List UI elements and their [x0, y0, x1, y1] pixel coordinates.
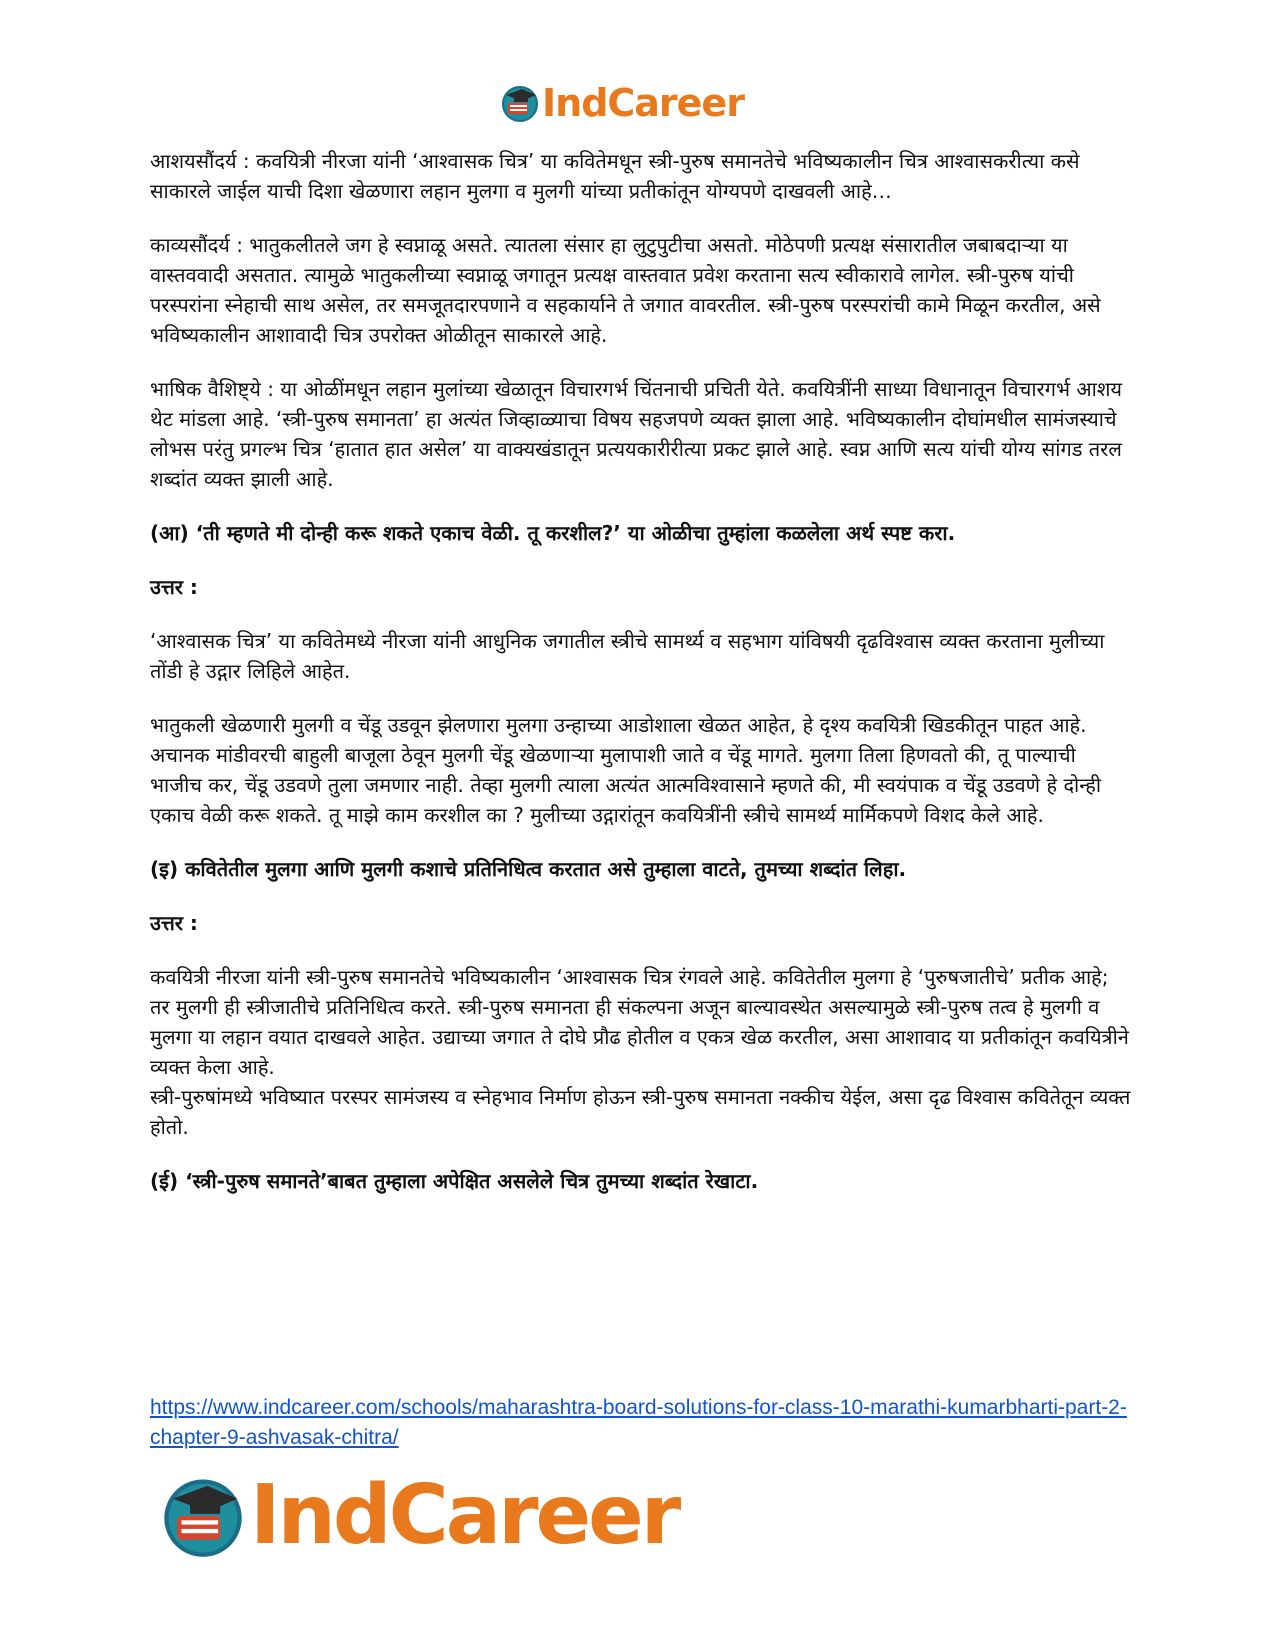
- question-i: (इ) कवितेतील मुलगा आणि मुलगी कशाचे प्रतिनिधित्व करतात असे तुम्हाला वाटते, तुमच्या शब्दांत लिहा.: [150, 857, 907, 881]
- logo-wordmark: IndCareer: [250, 1468, 679, 1563]
- paragraph-ashay-saundarya: आशयसौंदर्य : कवयित्री नीरजा यांनी ‘आश्वासक चित्र’ या कवितेमधून स्त्री-पुरुष समानतेचे भविष्यकालीन चित्र आश्वासकरीत्या कसे साकारले जाईल याची दिशा खेळणारा लहान मुलगा व मुलगी यांच्या प्रतीकांतून योग्यपणे दाखवली आहे…: [150, 149, 1080, 203]
- answer-paragraph: भातुकली खेळणारी मुलगी व चेंडू उडवून झेलणारा मुलगा उन्हाच्या आडोशाला खेळत आहेत, हे दृश्य कवयित्री खिडकीतून पाहत आहे. अचानक मांडीवरची बाहुली बाजूला ठेवून मुलगी चेंडू खेळणाऱ्या मुलापाशी जाते व चेंडू मागते. मुलगा तिला हिणवतो की, तू पाल्याची भाजीच कर, चेंडू उडवणे तुला जमणार नाही. तेव्हा मुलगी त्याला अत्यंत आत्मविश्वासाने म्हणते की, मी स्वयंपाक व चेंडू उडवणे हे दोन्ही एकाच वेळी करू शकते. तू माझे काम करशील का ? मुलीच्या उद्गारांतून कवयित्रींनी स्त्रीचे सामर्थ्य मार्मिकपणे विशद केले आहे.: [150, 713, 1102, 827]
- indcareer-emblem-icon: [160, 1473, 246, 1559]
- answer-paragraph: स्त्री-पुरुषांमध्ये भविष्यात परस्पर सामंजस्य व स्नेहभाव निर्माण होऊन स्त्री-पुरुष समानता नक्कीच येईल, असा दृढ विश्वास कवितेतून व्यक्त होतो.: [150, 1085, 1131, 1139]
- indcareer-logo-bottom: [160, 1468, 678, 1564]
- question-ii: (ई) ‘स्त्री-पुरुष समानते’बाबत तुम्हाला अपेक्षित असलेले चित्र तुमच्या शब्दांत रेखाटा.: [150, 1169, 759, 1193]
- indcareer-emblem-icon: [500, 83, 540, 123]
- document-body: [150, 146, 1134, 1220]
- answer-paragraph: ‘आश्वासक चित्र’ या कवितेमध्ये नीरजा यांनी आधुनिक जगातील स्त्रीचे सामर्थ्य व सहभाग यांविषयी दृढविश्वास व्यक्त करताना मुलीच्या तोंडी हे उद्गार लिहिले आहेत.: [150, 629, 1105, 683]
- paragraph-bhashik-vaishishtye: भाषिक वैशिष्ट्ये : या ओळींमधून लहान मुलांच्या खेळातून विचारगर्भ चिंतनाची प्रचिती येते. कवयित्रींनी साध्या विधानातून विचारगर्भ आशय थेट मांडला आहे. ‘स्त्री-पुरुष समानता’ हा अत्यंत जिव्हाळ्याचा विषय सहजपणे व्यक्त झाला आहे. भविष्यकालीन दोघांमधील सामंजस्याचे लोभस परंतु प्रगल्भ चित्र ‘हातात हात असेल’ या वाक्यखंडातून प्रत्ययकारीरीत्या प्रकट झाले आहे. स्वप्न आणि सत्य यांची योग्य सांगड तरल शब्दांत व्यक्त झाली आहे.: [150, 377, 1123, 491]
- source-link[interactable]: https://www.indcareer.com/schools/maharashtra-board-solutions-for-class-10-marathi-kumarbharti-part-2-chapter-9-ashvasak-chitra/: [150, 1396, 1127, 1449]
- logo-wordmark: IndCareer: [542, 81, 744, 125]
- indcareer-logo-top: [500, 80, 744, 126]
- answer-label: उत्तर :: [150, 575, 198, 599]
- answer-label: उत्तर :: [150, 911, 198, 935]
- paragraph-kavya-saundarya: काव्यसौंदर्य : भातुकलीतले जग हे स्वप्नाळू असते. त्यातला संसार हा लुटुपुटीचा असतो. मोठेपणी प्रत्यक्ष संसारातील जबाबदाऱ्या या वास्तववादी असतात. त्यामुळे भातुकलीच्या स्वप्नाळू जगातून प्रत्यक्ष वास्तवात प्रवेश करताना सत्य स्वीकारावे लागेल. स्त्री-पुरुष यांची परस्परांना स्नेहाची साथ असेल, तर समजूतदारपणाने व सहकार्याने ते जगात वावरतील. स्त्री-पुरुष परस्परांची कामे मिळून करतील, असे भविष्यकालीन आशावादी चित्र उपरोक्त ओळीतून साकारले आहे.: [150, 233, 1101, 347]
- answer-paragraph: कवयित्री नीरजा यांनी स्त्री-पुरुष समानतेचे भविष्यकालीन ‘आश्वासक चित्र रंगवले आहे. कवितेतील मुलगा हे ‘पुरुषजातीचे’ प्रतीक आहे; तर मुलगी ही स्त्रीजातीचे प्रतिनिधित्व करते. स्त्री-पुरुष समानता ही संकल्पना अजून बाल्यावस्थेत असल्यामुळे स्त्री-पुरुष तत्व हे मुलगी व मुलगा या लहान वयात दाखवले आहेत. उद्याच्या जगात ते दोघे प्रौढ होतील व एकत्र खेळ करतील, असा आशावाद या प्रतीकांतून कवयित्रीने व्यक्त केला आहे.: [150, 965, 1129, 1079]
- question-aa: (आ) ‘ती म्हणते मी दोन्ही करू शकते एकाच वेळी. तू करशील?’ या ओळीचा तुम्हांला कळलेला अर्थ स्पष्ट करा.: [150, 521, 956, 545]
